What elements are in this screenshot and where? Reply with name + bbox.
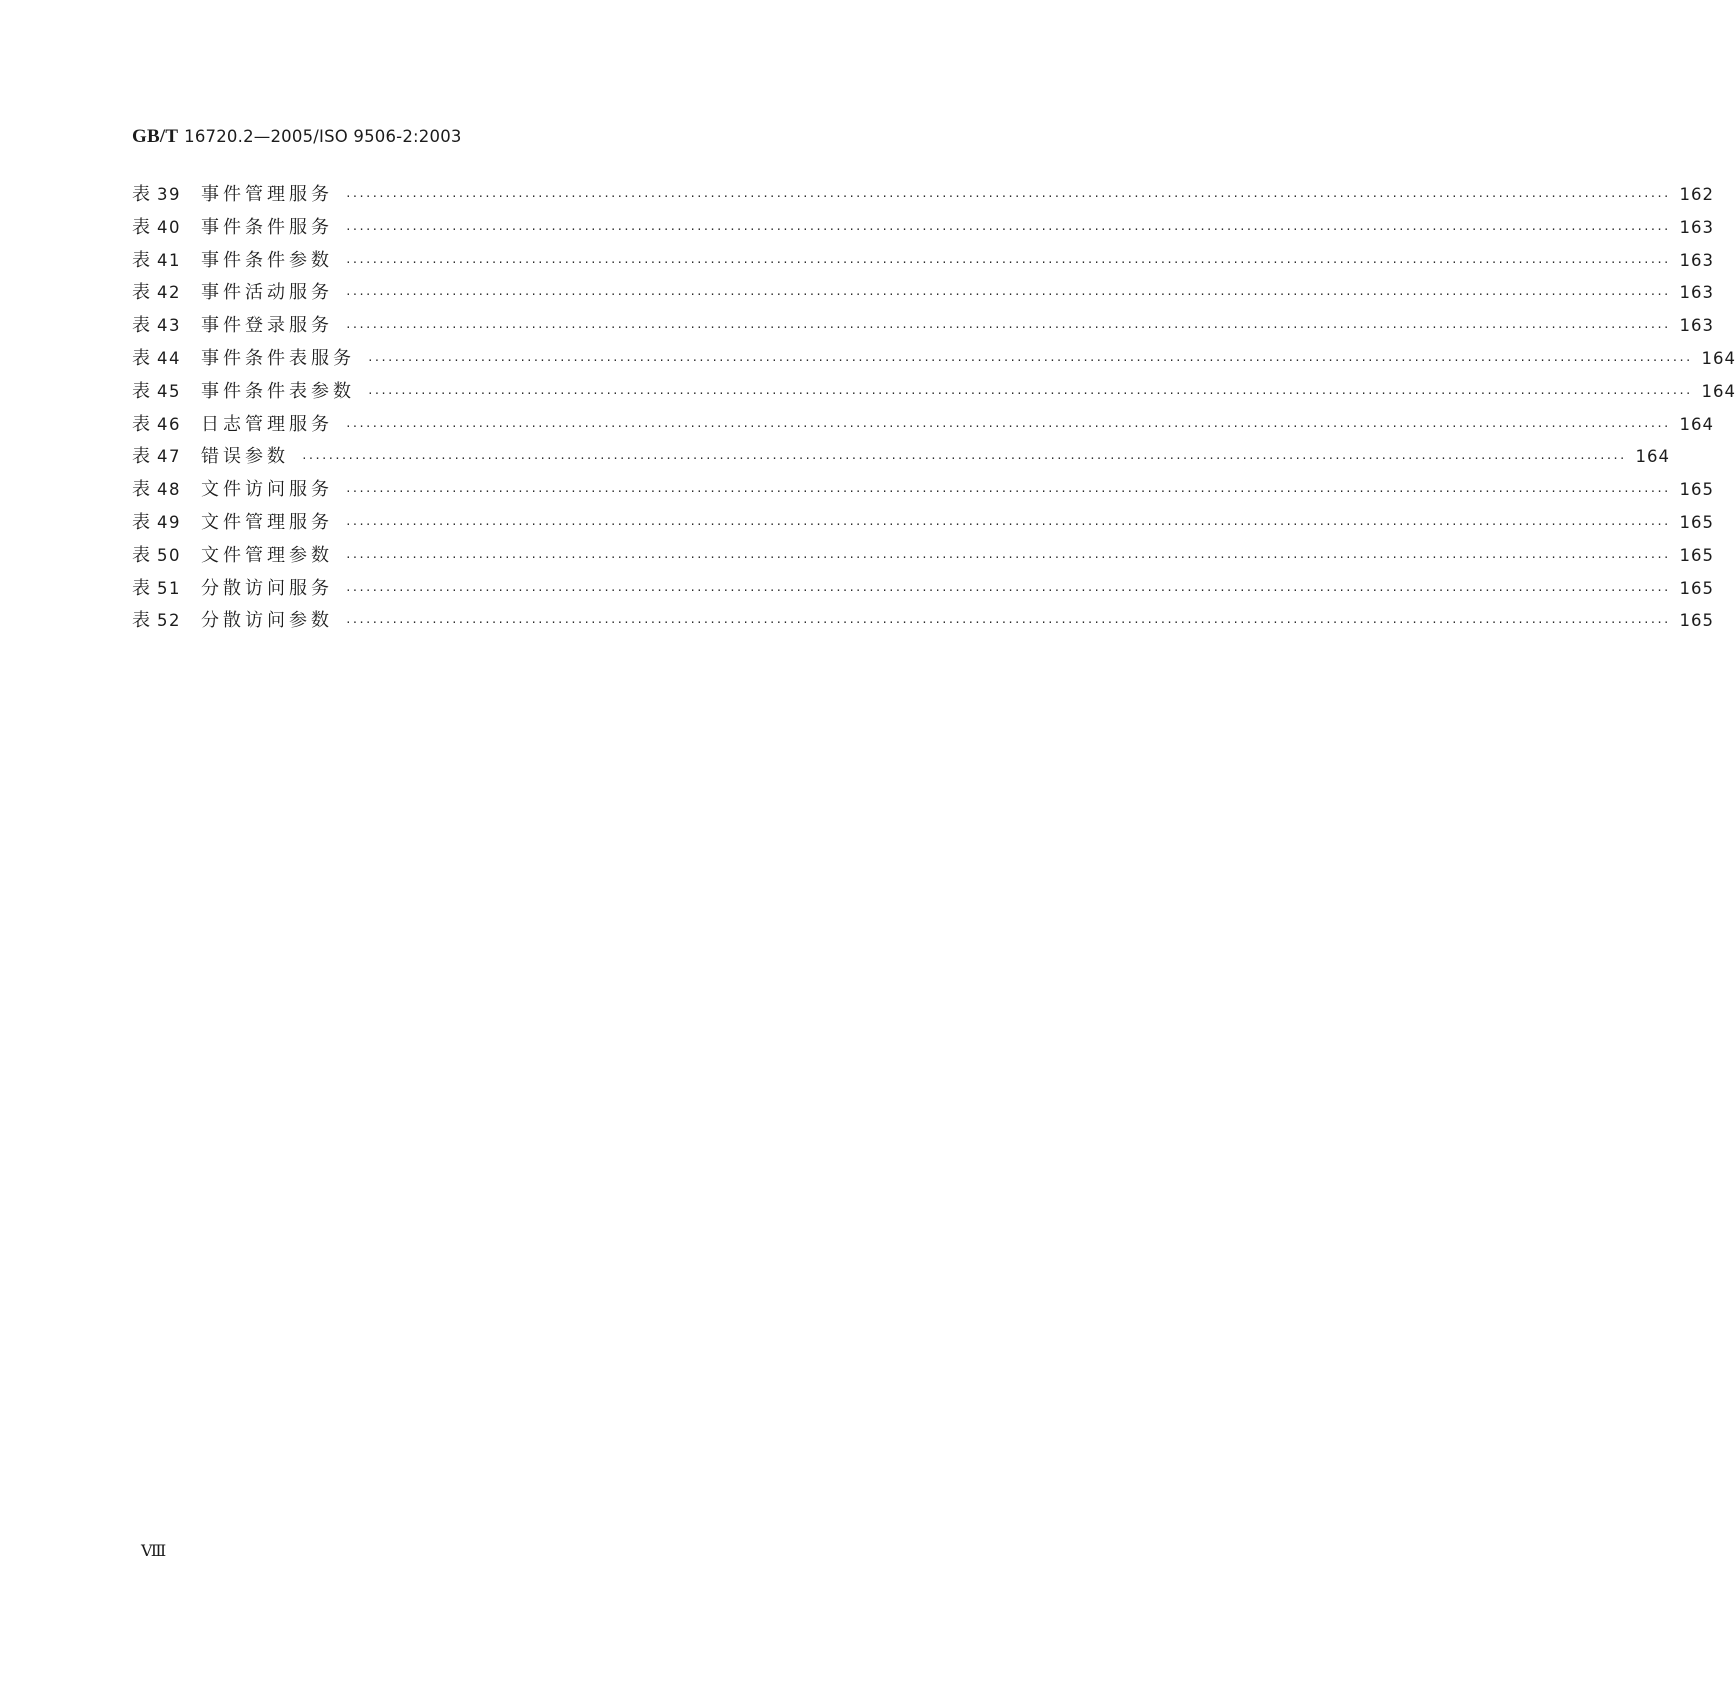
toc-entry[interactable]	[132, 410, 1715, 443]
toc-entry-label: 表	[132, 347, 153, 369]
toc-entry[interactable]	[132, 574, 1715, 607]
toc-entry-title: 事件登录服务	[201, 315, 333, 337]
toc-dot-leader: ········································································································································································································	[345, 517, 1670, 531]
toc-dot-leader: ········································································································································································································	[345, 288, 1670, 302]
toc-entry-label: 表	[132, 249, 153, 271]
toc-entry[interactable]	[132, 311, 1715, 344]
toc-entry-label: 表	[132, 610, 153, 632]
toc-entry-title: 分散访问参数	[201, 610, 333, 632]
toc-entry-label: 表	[132, 544, 153, 566]
toc-dot-leader: ········································································································································································································	[345, 321, 1670, 335]
toc-entry-number: 49	[157, 512, 181, 532]
toc-entry-page: 165	[1679, 545, 1715, 565]
toc-dot-leader: ········································································································································································································	[345, 616, 1670, 630]
toc-entry[interactable]	[132, 278, 1715, 311]
toc-entry[interactable]	[132, 180, 1715, 213]
toc-entry-page: 164	[1701, 348, 1736, 368]
toc-dot-leader: ········································································································································································································	[301, 452, 1626, 466]
toc-entry-number: 39	[157, 185, 181, 204]
toc-entry-title: 文件访问服务	[201, 479, 333, 501]
toc-entry[interactable]	[132, 246, 1715, 279]
toc-entry-label: 表	[132, 479, 153, 501]
toc-entry[interactable]	[132, 344, 1736, 377]
toc-entry-number: 52	[157, 611, 181, 631]
toc-entry-title: 文件管理服务	[201, 511, 333, 533]
toc-entry-label: 表	[132, 380, 153, 402]
toc-entry[interactable]	[132, 606, 1715, 639]
toc-entry[interactable]	[132, 213, 1715, 246]
toc-entry-title: 事件活动服务	[201, 282, 333, 304]
toc-dot-leader: ········································································································································································································	[345, 419, 1670, 433]
toc-entry-page: 163	[1679, 283, 1715, 303]
toc-entry-label: 表	[132, 216, 153, 238]
standard-number: 16720.2—2005/ISO 9506-2:2003	[184, 127, 462, 146]
toc-entry-number: 48	[157, 480, 181, 500]
toc-entry-number: 47	[157, 447, 181, 467]
toc-dot-leader: ········································································································································································································	[345, 222, 1670, 236]
standard-code: GB/T	[132, 126, 179, 147]
toc-entry[interactable]	[132, 508, 1715, 541]
toc-dot-leader: ········································································································································································································	[367, 353, 1692, 367]
toc-entry-page: 163	[1679, 217, 1715, 237]
toc-entry-number: 50	[157, 545, 181, 565]
page-number: Ⅷ	[141, 1543, 166, 1560]
toc-entry-title: 日志管理服务	[201, 413, 333, 435]
toc-entry-number: 46	[157, 414, 181, 434]
toc-entry[interactable]	[132, 475, 1715, 508]
toc-entry-number: 40	[157, 217, 181, 237]
toc-entry-number: 44	[157, 348, 181, 368]
toc-dot-leader: ········································································································································································································	[345, 550, 1670, 564]
toc-entry-label: 表	[132, 446, 153, 468]
toc-dot-leader: ········································································································································································································	[367, 386, 1692, 400]
toc-entry-title: 事件条件表参数	[201, 380, 355, 402]
table-of-contents	[132, 180, 1736, 639]
toc-entry[interactable]	[132, 442, 1671, 475]
toc-entry-label: 表	[132, 184, 153, 205]
toc-entry-page: 165	[1679, 578, 1715, 598]
toc-entry-page: 163	[1679, 316, 1715, 336]
toc-entry-page: 164	[1701, 381, 1736, 401]
toc-entry-label: 表	[132, 577, 153, 599]
toc-dot-leader: ········································································································································································································	[345, 190, 1670, 203]
toc-entry-title: 事件条件表服务	[201, 347, 355, 369]
toc-entry-page: 165	[1679, 611, 1715, 631]
toc-entry[interactable]	[132, 377, 1736, 410]
toc-entry-number: 42	[157, 283, 181, 303]
toc-entry-title: 文件管理参数	[201, 544, 333, 566]
toc-dot-leader: ········································································································································································································	[345, 485, 1670, 499]
toc-entry-number: 45	[157, 381, 181, 401]
toc-entry-page: 164	[1635, 447, 1671, 467]
toc-entry-label: 表	[132, 282, 153, 304]
toc-entry-title: 错误参数	[201, 446, 289, 468]
toc-entry-number: 51	[157, 578, 181, 598]
toc-entry-number: 41	[157, 250, 181, 270]
toc-entry-title: 事件管理服务	[201, 184, 333, 205]
toc-entry-page: 164	[1679, 414, 1715, 434]
toc-entry-page: 162	[1679, 185, 1715, 204]
toc-entry-page: 165	[1679, 480, 1715, 500]
toc-entry-page: 165	[1679, 512, 1715, 532]
page-header	[132, 126, 462, 148]
toc-entry[interactable]	[132, 541, 1715, 574]
toc-entry-title: 分散访问服务	[201, 577, 333, 599]
toc-entry-label: 表	[132, 413, 153, 435]
toc-entry-title: 事件条件参数	[201, 249, 333, 271]
toc-entry-title: 事件条件服务	[201, 216, 333, 238]
toc-dot-leader: ········································································································································································································	[345, 255, 1670, 269]
toc-entry-label: 表	[132, 511, 153, 533]
toc-dot-leader: ········································································································································································································	[345, 583, 1670, 597]
toc-entry-label: 表	[132, 315, 153, 337]
toc-entry-page: 163	[1679, 250, 1715, 270]
toc-entry-number: 43	[157, 316, 181, 336]
